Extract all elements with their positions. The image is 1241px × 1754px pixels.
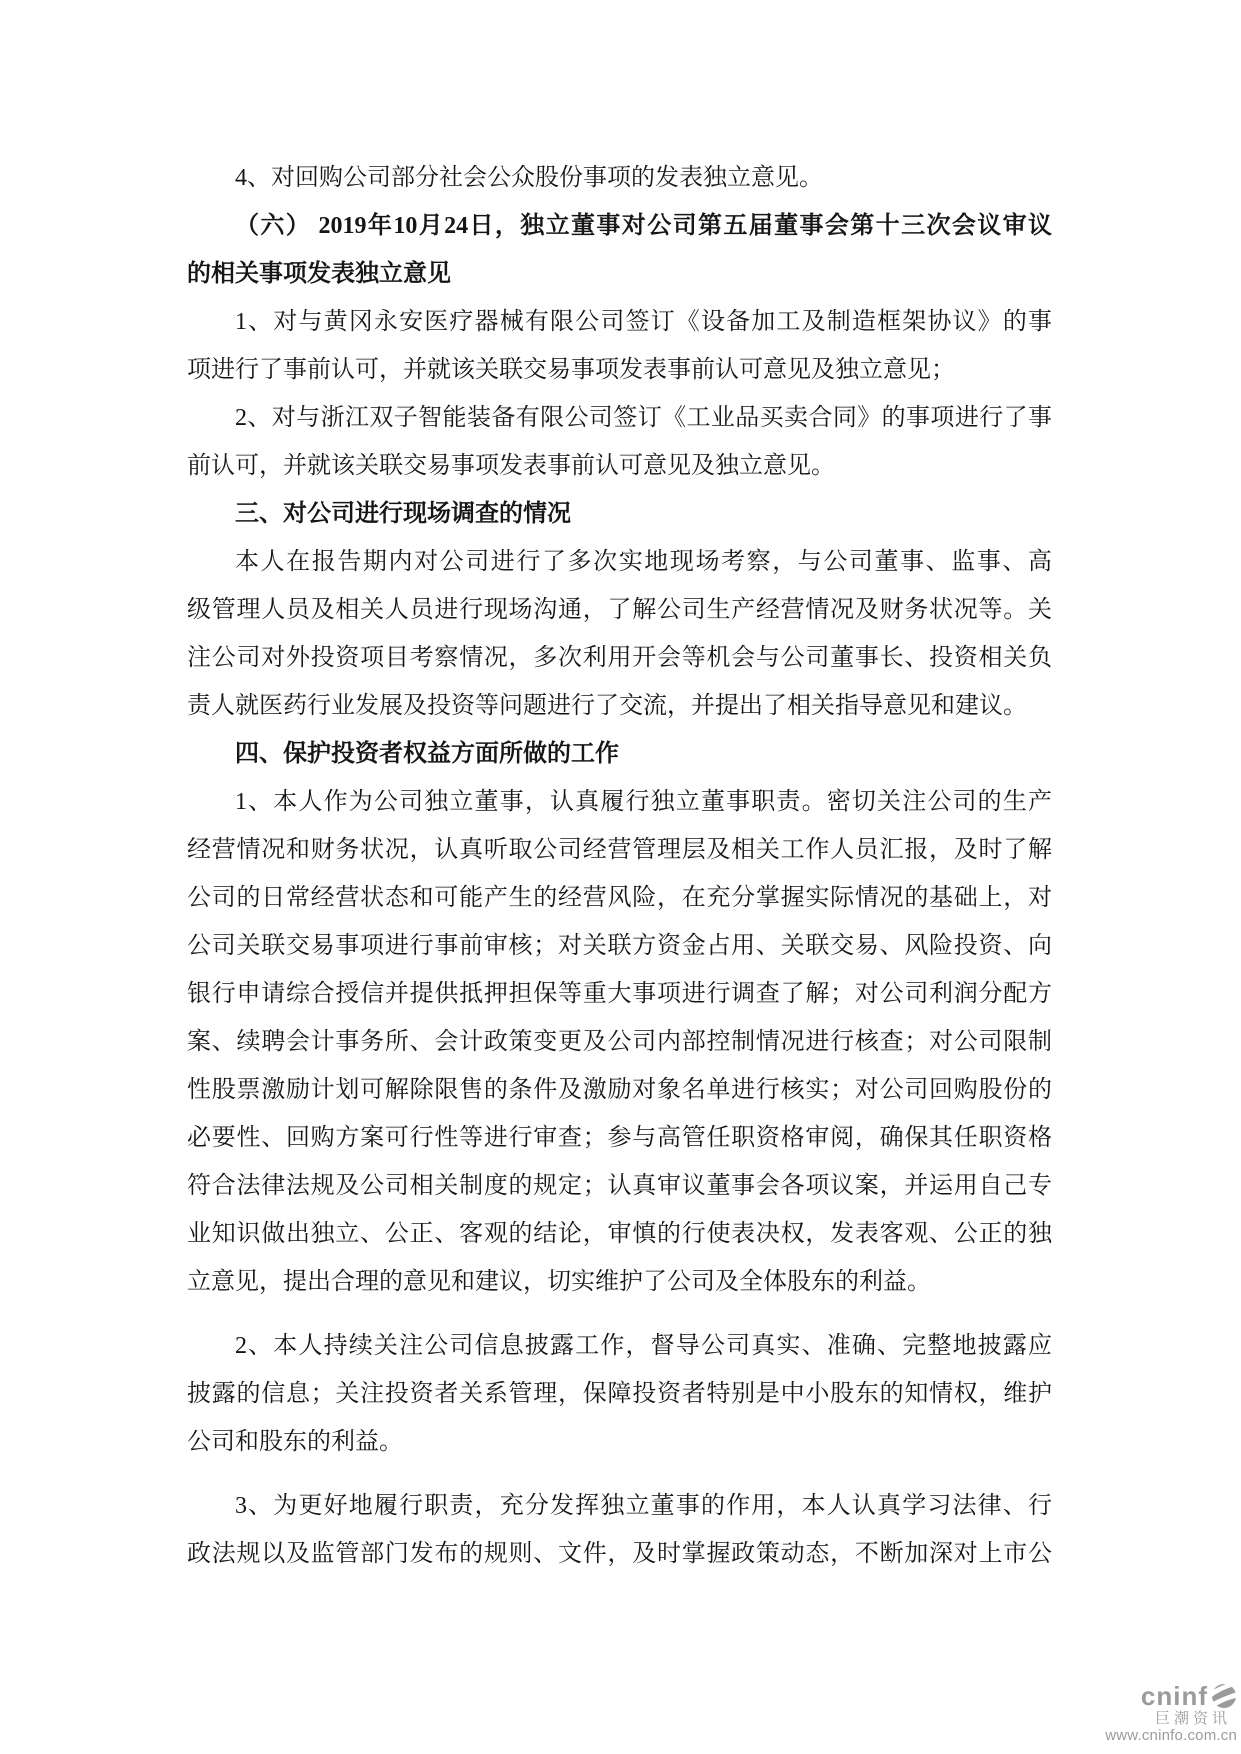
doc-line: 2、本人持续关注公司信息披露工作，督导公司真实、准确、完整地披露应: [235, 1333, 1052, 1359]
section-three-heading: 三、对公司进行现场调查的情况: [235, 501, 571, 527]
doc-line: 责人就医药行业发展及投资等问题进行了交流，并提出了相关指导意见和建议。: [187, 693, 1027, 719]
doc-line: 必要性、回购方案可行性等进行审查；参与高管任职资格审阅，确保其任职资格: [187, 1125, 1052, 1151]
document-body-text: [187, 154, 1052, 1578]
doc-line: 业知识做出独立、公正、客观的结论，审慎的行使表决权，发表客观、公正的独: [187, 1221, 1052, 1247]
doc-line: 2、对与浙江双子智能装备有限公司签订《工业品买卖合同》的事项进行了事: [235, 405, 1052, 431]
doc-line: 4、对回购公司部分社会公众股份事项的发表独立意见。: [235, 165, 823, 191]
doc-line: 公司关联交易事项进行事前审核；对关联方资金占用、关联交易、风险投资、向: [187, 933, 1052, 959]
doc-line: 披露的信息；关注投资者关系管理，保障投资者特别是中小股东的知情权，维护: [187, 1381, 1052, 1407]
section-four-heading: 四、保护投资者权益方面所做的工作: [235, 741, 619, 767]
doc-line: 立意见，提出合理的意见和建议，切实维护了公司及全体股东的利益。: [187, 1269, 931, 1295]
cninfo-url: www.cninfo.com.cn: [1105, 1727, 1237, 1744]
doc-line: 公司和股东的利益。: [187, 1429, 403, 1455]
doc-line: 1、对与黄冈永安医疗器械有限公司签订《设备加工及制造框架协议》的事: [235, 309, 1052, 335]
cninfo-globe-icon: [1211, 1683, 1237, 1709]
doc-line: 公司的日常经营状态和可能产生的经营风险，在充分掌握实际情况的基础上，对: [187, 885, 1052, 911]
doc-line: 符合法律法规及公司相关制度的规定；认真审议董事会各项议案，并运用自己专: [187, 1173, 1052, 1199]
doc-line: 注公司对外投资项目考察情况，多次利用开会等机会与公司董事长、投资相关负: [187, 645, 1052, 671]
doc-line: 案、续聘会计事务所、会计政策变更及公司内部控制情况进行核查；对公司限制: [187, 1029, 1052, 1055]
doc-line: 本人在报告期内对公司进行了多次实地现场考察，与公司董事、监事、高: [235, 549, 1052, 575]
doc-line: 级管理人员及相关人员进行现场沟通，了解公司生产经营情况及财务状况等。关: [187, 597, 1052, 623]
doc-line: 1、本人作为公司独立董事，认真履行独立董事职责。密切关注公司的生产: [235, 789, 1052, 815]
subsection-six-heading: （六） 2019年10月24日，独立董事对公司第五届董事会第十三次会议审议: [235, 213, 1052, 239]
cninfo-wordmark: cninf: [1140, 1681, 1208, 1711]
cninfo-chinese-name: 巨潮资讯: [1154, 1710, 1231, 1727]
doc-line: 银行申请综合授信并提供抵押担保等重大事项进行调查了解；对公司利润分配方: [187, 981, 1052, 1007]
doc-line: 3、为更好地履行职责，充分发挥独立董事的作用，本人认真学习法律、行: [235, 1493, 1052, 1519]
subsection-six-heading: 的相关事项发表独立意见: [187, 261, 451, 287]
cninfo-logo: [1105, 1683, 1237, 1743]
doc-line: 政法规以及监管部门发布的规则、文件，及时掌握政策动态，不断加深对上市公: [187, 1541, 1052, 1567]
doc-line: 经营情况和财务状况，认真听取公司经营管理层及相关工作人员汇报，及时了解: [187, 837, 1052, 863]
doc-line: 项进行了事前认可，并就该关联交易事项发表事前认可意见及独立意见；: [187, 357, 955, 383]
doc-line: 前认可，并就该关联交易事项发表事前认可意见及独立意见。: [187, 453, 835, 479]
doc-line: 性股票激励计划可解除限售的条件及激励对象名单进行核实；对公司回购股份的: [187, 1077, 1052, 1103]
